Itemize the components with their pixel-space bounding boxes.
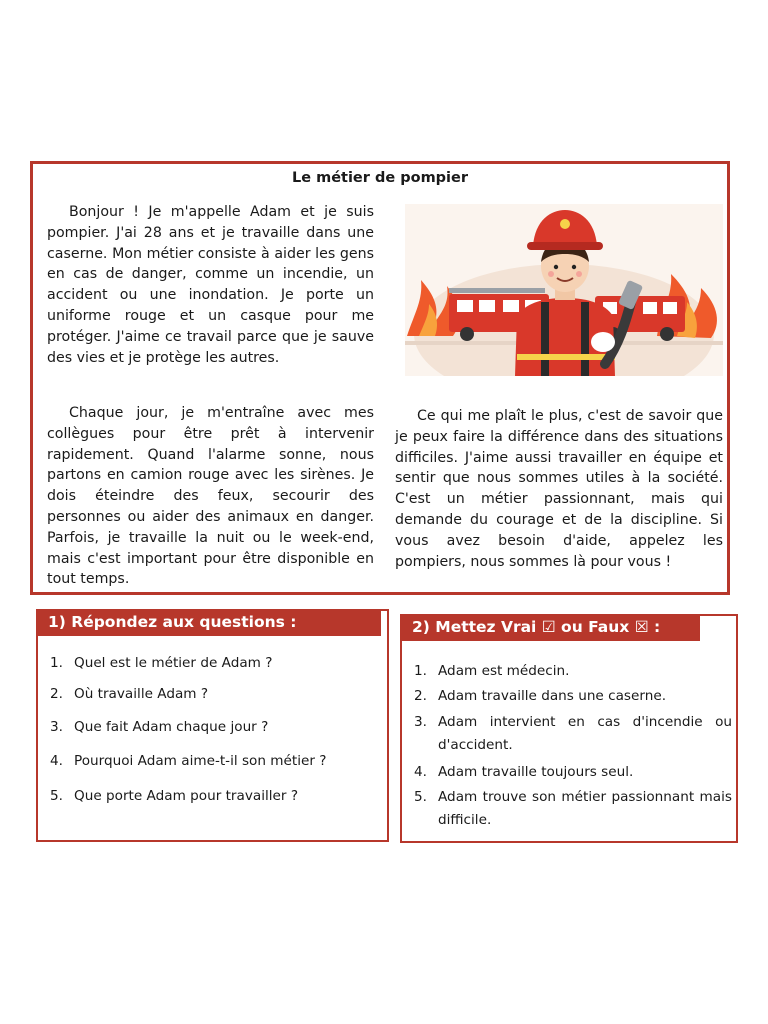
question-text: Que fait Adam chaque jour ? — [74, 719, 269, 735]
passage-title: Le métier de pompier — [291, 170, 469, 186]
question-text: Pourquoi Adam aime-t-il son métier ? — [74, 753, 327, 769]
statement-text: Adam intervient en cas d'incendie ou d'accident. — [438, 714, 732, 753]
question-text: Quel est le métier de Adam ? — [74, 655, 273, 671]
question-text: Où travaille Adam ? — [74, 686, 209, 702]
question-item: 1. Quel est le métier de Adam ? — [50, 655, 273, 671]
questions-box — [36, 609, 389, 842]
statement-text: Adam travaille toujours seul. — [438, 764, 634, 780]
true-false-item: 5. Adam trouve son métier passionnant mais difficile. — [414, 786, 732, 832]
firefighter-illustration-icon — [405, 204, 723, 376]
true-false-box — [400, 614, 738, 843]
statement-text: Adam travaille dans une caserne. — [438, 688, 667, 704]
questions-header: 1) Répondez aux questions : — [36, 609, 381, 636]
true-false-item: 4. Adam travaille toujours seul. — [414, 761, 732, 784]
passage-paragraph-3: Ce qui me plaît le plus, c'est de savoir que je peux faire la différence dans des situations difficiles. J'aime aussi travailler en équipe et sentir que nous sommes utiles à la société. C'est un métier passionnant, mais qui demande du courage et de la discipline. Si vous avez besoin d'aide, appelez les pompiers, nous sommes là pour vous ! — [395, 408, 723, 570]
question-item: 3. Que fait Adam chaque jour ? — [50, 719, 269, 735]
passage-paragraph-1: Bonjour ! Je m'appelle Adam et je suis pompier. J'ai 28 ans et je travaille dans une caserne. Mon métier consiste à aider les gens en cas de danger, comme un incendie, un accident ou une inondation. Je porte un uniforme rouge et un casque pour me protéger. J'aime ce travail parce que je sauve des vies et je protège les autres. — [47, 204, 374, 366]
question-item: 4. Pourquoi Adam aime-t-il son métier ? — [50, 753, 327, 769]
true-false-item: 1. Adam est médecin. — [414, 660, 732, 683]
true-false-item: 3. Adam intervient en cas d'incendie ou d'accident. — [414, 711, 732, 757]
true-false-item: 2. Adam travaille dans une caserne. — [414, 685, 732, 708]
statement-text: Adam trouve son métier passionnant mais difficile. — [438, 789, 732, 828]
passage-paragraph-2: Chaque jour, je m'entraîne avec mes collègues pour être prêt à intervenir rapidement. Quand l'alarme sonne, nous partons en camion rouge avec les sirènes. Je dois éteindre des feux, secourir des personnes ou aider des animaux en danger. Parfois, je travaille la nuit ou le week-end, mais c'est important pour être disponible en tout temps. — [47, 405, 374, 588]
question-item: 2. Où travaille Adam ? — [50, 686, 209, 702]
true-false-header: 2) Mettez Vrai ☑ ou Faux ☒ : — [400, 614, 700, 641]
reading-passage-box — [30, 161, 730, 595]
statement-text: Adam est médecin. — [438, 663, 570, 679]
question-text: Que porte Adam pour travailler ? — [74, 788, 299, 804]
question-item: 5. Que porte Adam pour travailler ? — [50, 788, 299, 804]
